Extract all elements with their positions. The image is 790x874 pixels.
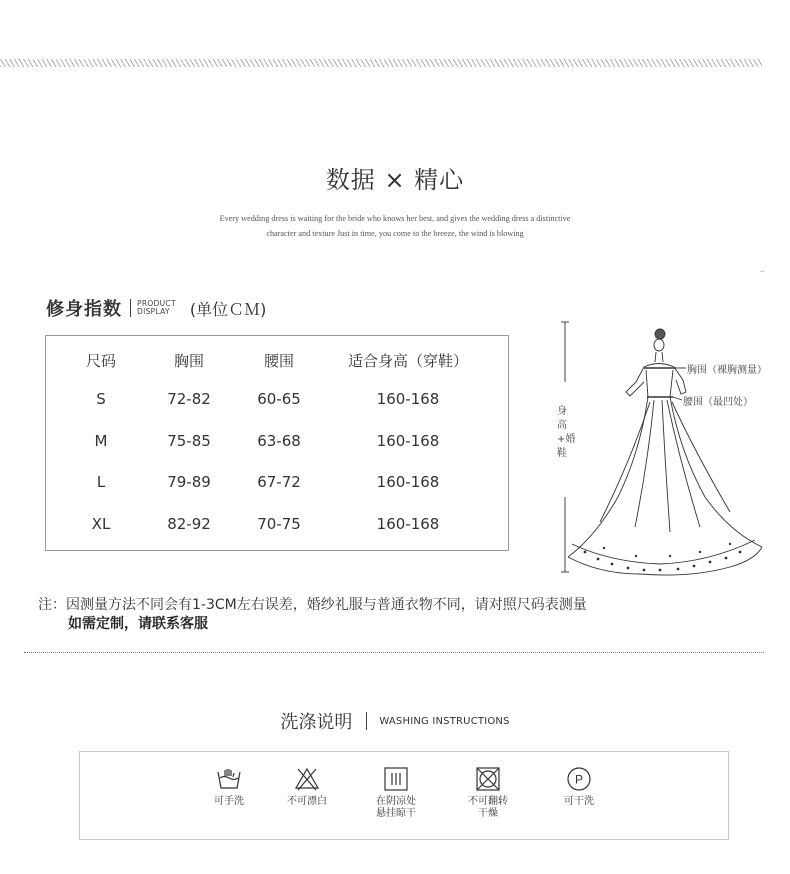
wash-label xyxy=(356,796,436,820)
table-cell-waist: 60-65 xyxy=(257,390,301,408)
waist-measure-label: 腰围（最凹处） xyxy=(683,397,753,408)
decorative-hatch-strip xyxy=(0,59,762,67)
product-tag-line1: PRODUCT xyxy=(137,299,176,308)
wash-label-line2: 悬挂晾干 xyxy=(376,808,416,819)
product-display-tag xyxy=(137,300,176,316)
wash-label xyxy=(539,796,619,808)
table-header-waist: 腰围 xyxy=(263,352,294,370)
table-cell-waist: 70-75 xyxy=(257,515,301,533)
table-cell-height: 160-168 xyxy=(376,515,440,533)
wash-label-line1: 在阴凉处 xyxy=(376,796,416,807)
wash-label-line1: 不可翻转 xyxy=(468,796,508,807)
shade-dry-icon xyxy=(383,766,409,792)
table-header-chest: 胸围 xyxy=(173,352,204,370)
chest-measure-label: 胸围（裸胸测量） xyxy=(687,365,767,376)
wash-label-line1: 可干洗 xyxy=(564,796,594,807)
table-cell-chest: 75-85 xyxy=(167,432,211,450)
wash-label xyxy=(448,796,528,820)
wash-label xyxy=(267,796,347,808)
table-cell-waist: 63-68 xyxy=(257,432,301,450)
table-cell-waist: 67-72 xyxy=(257,473,301,491)
svg-text:P: P xyxy=(574,772,584,787)
wash-label-line1: 可手洗 xyxy=(214,796,244,807)
wash-item-no-bleach xyxy=(267,766,347,808)
washing-heading xyxy=(0,708,790,734)
wash-item-hand-wash xyxy=(189,766,269,808)
size-section-title: 修身指数 xyxy=(46,299,122,320)
table-cell-height: 160-168 xyxy=(376,432,440,450)
unit-label: (单位ＣＭ) xyxy=(189,299,267,319)
washing-instructions-panel xyxy=(79,751,729,840)
table-cell-height: 160-168 xyxy=(376,473,440,491)
table-cell-chest: 79-89 xyxy=(167,473,211,491)
wash-item-no-tumble-dry xyxy=(448,766,528,820)
hand-wash-icon xyxy=(216,766,242,792)
wash-label xyxy=(189,796,269,808)
table-cell-chest: 82-92 xyxy=(167,515,211,533)
wash-item-dry-clean xyxy=(539,766,619,808)
product-tag-line2: DISPLAY xyxy=(137,307,170,316)
table-header-height: 适合身高（穿鞋） xyxy=(347,352,468,370)
table-cell-chest: 72-82 xyxy=(167,390,211,408)
table-cell-size: M xyxy=(94,432,108,450)
size-section-heading xyxy=(46,296,266,320)
hero-subtitle-line2: character and texture Just in time, you come to the breeze, the wind is blowing xyxy=(266,229,524,238)
heading-divider xyxy=(366,712,367,730)
no-bleach-icon xyxy=(294,766,320,792)
corner-mark: .. xyxy=(760,266,765,274)
heading-divider xyxy=(130,299,131,317)
table-cell-height: 160-168 xyxy=(376,390,440,408)
washing-subtitle: WASHING INSTRUCTIONS xyxy=(379,715,510,727)
table-header-size: 尺码 xyxy=(85,352,116,370)
no-tumble-dry-icon xyxy=(475,766,501,792)
wash-label-line1: 不可漂白 xyxy=(287,796,327,807)
dress-sketch-image xyxy=(540,312,785,594)
hero-subtitle xyxy=(150,211,640,241)
section-divider xyxy=(24,652,764,653)
dry-clean-icon xyxy=(566,766,592,792)
size-table xyxy=(45,335,509,551)
table-cell-size: L xyxy=(96,473,106,491)
height-measure-label: 身高+婚鞋 xyxy=(557,406,576,459)
wash-label-line2: 干燥 xyxy=(478,808,498,819)
dress-measurement-diagram xyxy=(540,312,785,594)
hero-subtitle-line1: Every wedding dress is waiting for the bride who knows her best, and gives the wedding dress a distinctive xyxy=(219,214,571,223)
washing-title: 洗涤说明 xyxy=(280,712,353,733)
wash-item-shade-dry xyxy=(356,766,436,820)
measurement-note: 注：因测量方法不同会有1-3CM左右误差，婚纱礼服与普通衣物不同，请对照尺码表测量 xyxy=(38,597,587,613)
custom-order-note: 如需定制，请联系客服 xyxy=(68,616,208,632)
hero-title: 数据 × 精心 xyxy=(325,166,465,194)
table-cell-size: XL xyxy=(91,515,111,533)
table-cell-size: S xyxy=(96,390,106,408)
